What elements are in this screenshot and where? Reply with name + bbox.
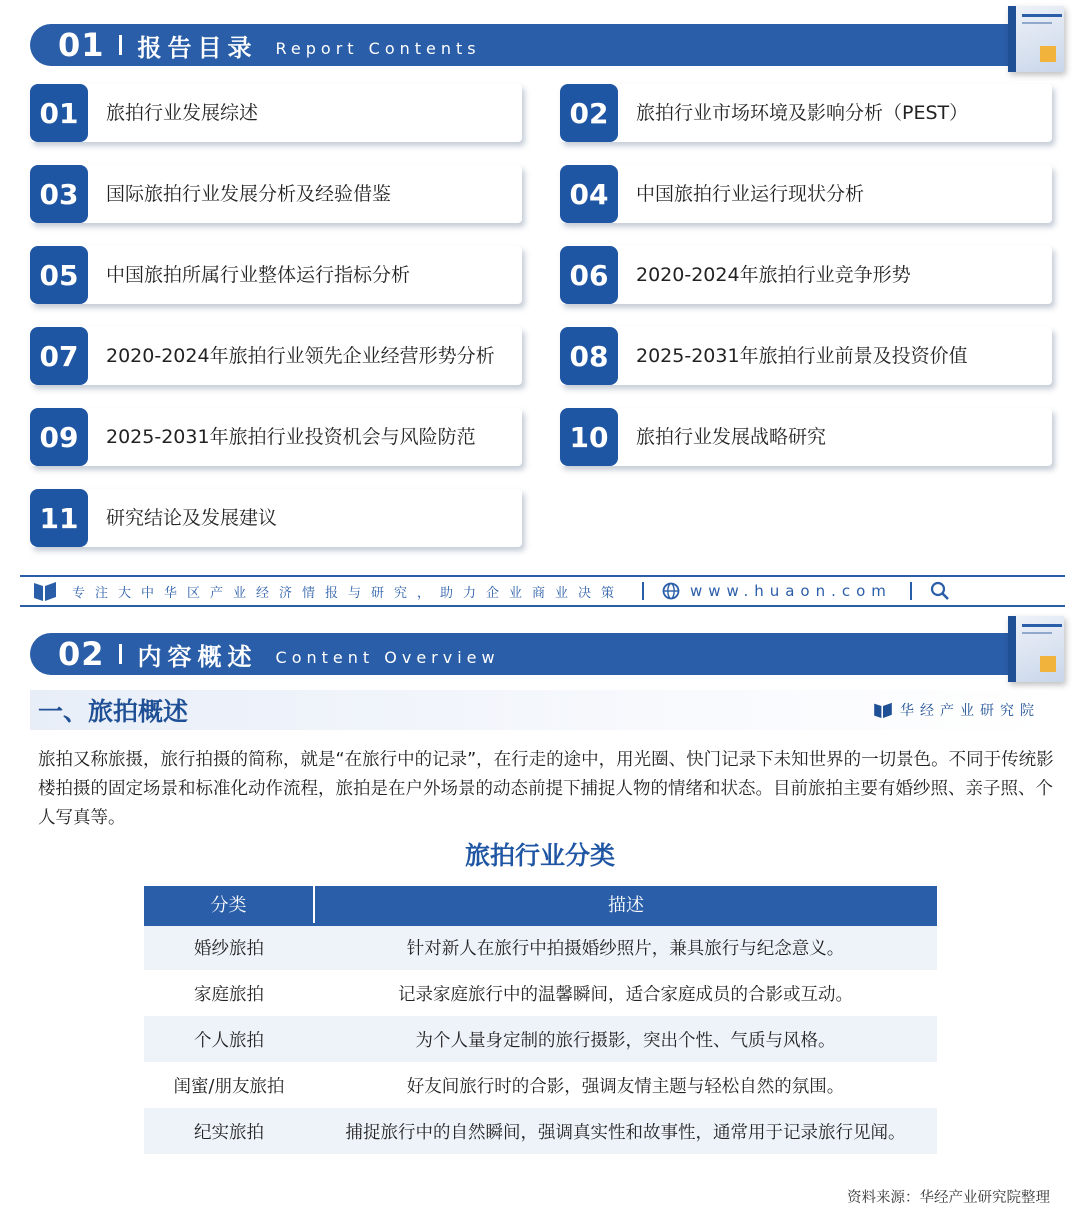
- toc-item-label: 国际旅拍行业发展分析及经验借鉴: [106, 183, 392, 205]
- globe-icon: [662, 582, 680, 600]
- table-title: 旅拍行业分类: [464, 841, 615, 870]
- section-title-en: Report Contents: [275, 38, 481, 58]
- toc-number-badge: 07: [30, 327, 88, 385]
- toc-item[interactable]: [560, 327, 1052, 385]
- toc-item-label: 旅拍行业发展综述: [106, 102, 259, 124]
- category-cell: 家庭旅拍: [144, 970, 314, 1016]
- toc-item[interactable]: [560, 408, 1052, 466]
- column-header-category: 分类: [144, 886, 314, 924]
- toc-item[interactable]: [30, 246, 522, 304]
- toc-item[interactable]: [30, 489, 522, 547]
- toc-item-label: 旅拍行业市场环境及影响分析（PEST）: [636, 102, 969, 124]
- toc-number-badge: 08: [560, 327, 618, 385]
- brand-name: 华经产业研究院: [900, 703, 1040, 719]
- toc-item[interactable]: [30, 84, 522, 142]
- description-cell: 记录家庭旅行中的温馨瞬间，适合家庭成员的合影或互动。: [314, 970, 937, 1016]
- table-row: [144, 1016, 937, 1062]
- search-icon[interactable]: [930, 581, 950, 601]
- overview-paragraph: 旅拍又称旅摄，旅行拍摄的简称，就是“在旅行中的记录”，在行走的途中，用光圈、快门记录下未知世界的一切景色。不同于传统影楼拍摄的固定场景和标准化动作流程，旅拍是在户外场景的动态前提下捕捉人物的情绪和状态。目前旅拍主要有婚纱照、亲子照、个人写真等。: [38, 750, 1054, 828]
- category-cell: 纪实旅拍: [144, 1108, 314, 1154]
- description-cell: 好友间旅行时的合影，强调友情主题与轻松自然的氛围。: [314, 1062, 937, 1108]
- toc-number-badge: 05: [30, 246, 88, 304]
- toc-item-label: 2025-2031年旅拍行业前景及投资价值: [636, 345, 968, 367]
- brand-label: [874, 700, 1040, 720]
- toc-item-label: 2020-2024年旅拍行业领先企业经营形势分析: [106, 345, 495, 367]
- banner-divider: [119, 644, 122, 664]
- toc-number-badge: 01: [30, 84, 88, 142]
- huaon-logo-icon: [34, 581, 56, 601]
- toc-item[interactable]: [30, 408, 522, 466]
- report-cover-icon: [1008, 6, 1064, 72]
- section-title-zh: 报告目录: [137, 33, 258, 62]
- slogan-divider: [910, 582, 912, 600]
- table-row: [144, 1108, 937, 1154]
- toc-number-badge: 04: [560, 165, 618, 223]
- classification-table: [144, 886, 937, 1154]
- description-cell: 为个人量身定制的旅行摄影，突出个性、气质与风格。: [314, 1016, 937, 1062]
- table-row: [144, 924, 937, 970]
- website-link[interactable]: www.huaon.com: [690, 582, 892, 600]
- toc-number-badge: 11: [30, 489, 88, 547]
- toc-item-label: 2025-2031年旅拍行业投资机会与风险防范: [106, 426, 476, 448]
- toc-number-badge: 03: [30, 165, 88, 223]
- toc-item[interactable]: [560, 165, 1052, 223]
- toc-item-label: 2020-2024年旅拍行业竞争形势: [636, 264, 911, 286]
- table-header-row: [144, 886, 937, 924]
- section-title-en: Content Overview: [275, 647, 500, 667]
- description-cell: 捕捉旅行中的自然瞬间，强调真实性和故事性，通常用于记录旅行见闻。: [314, 1108, 937, 1154]
- table-row: [144, 1062, 937, 1108]
- overview-heading-bar: [30, 690, 1050, 730]
- toc-item-label: 研究结论及发展建议: [106, 507, 278, 529]
- toc-item[interactable]: [30, 165, 522, 223]
- section-number: 02: [58, 635, 105, 673]
- toc-item[interactable]: [560, 246, 1052, 304]
- report-cover-icon: [1008, 616, 1064, 682]
- toc-item[interactable]: [560, 84, 1052, 142]
- category-cell: 闺蜜/朋友旅拍: [144, 1062, 314, 1108]
- section-title-zh: 内容概述: [137, 642, 258, 671]
- toc-number-badge: 06: [560, 246, 618, 304]
- slogan-divider: [642, 582, 644, 600]
- overview-heading: 一、旅拍概述: [38, 697, 189, 726]
- slogan-bar: [20, 575, 1065, 607]
- toc-item-label: 旅拍行业发展战略研究: [636, 426, 827, 448]
- table-row: [144, 970, 937, 1016]
- column-header-description: 描述: [314, 886, 937, 924]
- huaon-logo-icon: [874, 702, 892, 718]
- slogan-text: 专注大中华区产业经济情报与研究，助力企业商业决策: [72, 585, 625, 601]
- toc-item-label: 中国旅拍行业运行现状分析: [636, 183, 865, 205]
- toc-item[interactable]: [30, 327, 522, 385]
- banner-divider: [119, 35, 122, 55]
- section-banner-contents: [30, 24, 1062, 66]
- source-note: 资料来源：华经产业研究院整理: [847, 1190, 1050, 1206]
- section-number: 01: [58, 26, 105, 64]
- description-cell: 针对新人在旅行中拍摄婚纱照片，兼具旅行与纪念意义。: [314, 924, 937, 970]
- toc-number-badge: 09: [30, 408, 88, 466]
- toc-item-label: 中国旅拍所属行业整体运行指标分析: [106, 264, 411, 286]
- toc-number-badge: 02: [560, 84, 618, 142]
- category-cell: 婚纱旅拍: [144, 924, 314, 970]
- category-cell: 个人旅拍: [144, 1016, 314, 1062]
- toc-number-badge: 10: [560, 408, 618, 466]
- section-banner-overview: [30, 633, 1062, 675]
